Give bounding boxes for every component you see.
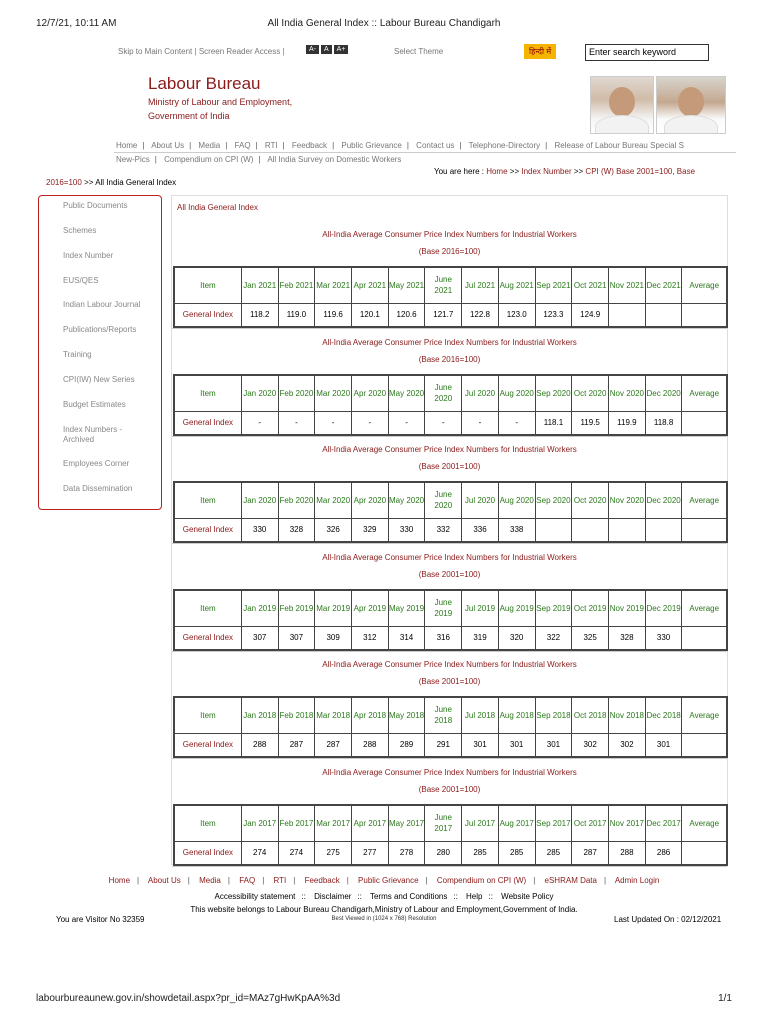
index-value: 121.7 [425,303,462,327]
month-header: Apr 2018 [351,697,388,733]
index-value: 302 [609,733,646,757]
index-value: 289 [388,733,425,757]
breadcrumb-home[interactable]: Home [486,167,508,176]
month-header: May 2020 [388,482,425,518]
average-value [682,841,727,865]
table-row [174,626,727,650]
month-header: Aug 2021 [498,267,535,303]
main-nav-row-1: Home | About Us | Media | FAQ | RTI | Feedback | Public Grievance | Contact us | Telephone-Directory | Release of Labour Bureau Special S [116,141,684,150]
leader-photo-1 [590,76,654,134]
month-header: June 2020 [425,375,462,411]
month-header: Feb 2018 [278,697,315,733]
index-value [645,518,682,542]
month-header: Jul 2018 [462,697,499,733]
table-base: (Base 2001=100) [418,677,481,686]
nav-telephone-directory[interactable]: Telephone-Directory [468,141,541,150]
footer-accessibility[interactable]: Accessibility statement [214,892,296,901]
sidebar-item-employees-corner[interactable]: Employees Corner [63,459,130,468]
sidebar-menu [38,195,162,510]
nav-home[interactable]: Home [116,141,138,150]
table-base: (Base 2016=100) [418,355,481,364]
item-header: Item [174,697,241,733]
index-value: 319 [462,626,499,650]
index-value: 338 [498,518,535,542]
sidebar-item-data-dissemination[interactable]: Data Dissemination [63,484,133,493]
index-value: 285 [498,841,535,865]
average-header: Average [682,267,727,303]
item-header: Item [174,590,241,626]
index-value: 322 [535,626,572,650]
month-header: Sep 2018 [535,697,572,733]
index-value: 328 [609,626,646,650]
month-header: May 2019 [388,590,425,626]
index-value: 285 [462,841,499,865]
month-header: Apr 2021 [351,267,388,303]
index-table [173,589,728,651]
sidebar-item-publications[interactable]: Publications/Reports [63,325,137,334]
footer-compendium[interactable]: Compendium on CPI (W) [436,876,527,885]
index-value: 301 [645,733,682,757]
index-value: - [241,411,278,435]
index-value: 119.0 [278,303,315,327]
month-header: Mar 2017 [315,805,352,841]
index-value: 123.3 [535,303,572,327]
index-value [572,518,609,542]
nav-feedback[interactable]: Feedback [291,141,328,150]
print-header [0,18,768,32]
average-value [682,411,727,435]
month-header: Jul 2020 [462,375,499,411]
index-value: 325 [572,626,609,650]
month-header: Jan 2017 [241,805,278,841]
index-value: 288 [351,733,388,757]
footer-faq[interactable]: FAQ [239,876,256,885]
sidebar-item-schemes[interactable]: Schemes [63,226,97,235]
index-value: 286 [645,841,682,865]
table-base: (Base 2001=100) [418,462,481,471]
index-value: 120.1 [351,303,388,327]
table-row [174,303,727,327]
sidebar-item-cpi-new-series[interactable]: CPI(IW) New Series [63,375,135,384]
footer-eshram-data[interactable]: eSHRAM Data [544,876,597,885]
footer-disclaimer[interactable]: Disclaimer [314,892,352,901]
index-value: 274 [241,841,278,865]
month-header: June 2020 [425,482,462,518]
table-heading: All-India Average Consumer Price Index Numbers for Industrial Workers [322,230,577,239]
breadcrumb-index-number[interactable]: Index Number [521,167,572,176]
month-header: Apr 2020 [351,482,388,518]
month-header: Nov 2019 [609,590,646,626]
sidebar-item-training[interactable]: Training [63,350,92,359]
month-header: Oct 2017 [572,805,609,841]
month-header: Mar 2020 [315,375,352,411]
font-normal-button[interactable]: A [321,45,332,54]
month-header: Aug 2020 [498,375,535,411]
row-label: General Index [174,626,241,650]
month-header: Dec 2018 [645,697,682,733]
block-divider [172,436,727,437]
average-header: Average [682,697,727,733]
month-header: Feb 2020 [278,482,315,518]
month-header: Dec 2020 [645,375,682,411]
month-header: Nov 2020 [609,482,646,518]
index-value [609,518,646,542]
index-value: - [425,411,462,435]
index-table [173,266,728,328]
nav-media[interactable]: Media [198,141,221,150]
nav-contact-us[interactable]: Contact us [416,141,455,150]
month-header: Aug 2020 [498,482,535,518]
month-header: Mar 2018 [315,697,352,733]
row-label: General Index [174,411,241,435]
skip-to-main-link[interactable]: Skip to Main Content [118,47,193,56]
index-value: 119.5 [572,411,609,435]
index-value: - [315,411,352,435]
index-value: 287 [315,733,352,757]
index-value: 287 [572,841,609,865]
skip-links: Skip to Main Content | Screen Reader Access | [118,47,285,56]
month-header: June 2019 [425,590,462,626]
month-header: Dec 2021 [645,267,682,303]
nav-rti[interactable]: RTI [264,141,278,150]
nav-new-pics[interactable]: New-Pics [116,155,150,164]
month-header: Oct 2018 [572,697,609,733]
table-row [174,733,727,757]
footer-media[interactable]: Media [199,876,221,885]
index-value: 307 [241,626,278,650]
block-divider [172,758,727,759]
table-row [174,841,727,865]
sidebar-item-public-documents[interactable]: Public Documents [63,201,128,210]
print-page-number: 1/1 [718,993,732,1004]
month-header: Feb 2021 [278,267,315,303]
index-value: 330 [645,626,682,650]
index-value: 118.8 [645,411,682,435]
month-header: Nov 2017 [609,805,646,841]
index-value: 118.1 [535,411,572,435]
index-value: 285 [535,841,572,865]
index-table [173,804,728,866]
index-value: 326 [315,518,352,542]
month-header: Nov 2018 [609,697,646,733]
month-header: June 2018 [425,697,462,733]
index-value [535,518,572,542]
block-divider [172,651,727,652]
month-header: Oct 2021 [572,267,609,303]
index-value [609,303,646,327]
index-value: 314 [388,626,425,650]
month-header: Apr 2019 [351,590,388,626]
index-value: 119.9 [609,411,646,435]
month-header: Jan 2021 [241,267,278,303]
month-header: Mar 2021 [315,267,352,303]
month-header: Jan 2019 [241,590,278,626]
index-value: 274 [278,841,315,865]
best-viewed-note: Best Viewed in (1024 x 768) Resolution [331,916,437,922]
ministry-line: Ministry of Labour and Employment, [148,97,293,107]
print-title: All India General Index :: Labour Bureau Chandigarh [267,18,501,29]
nav-public-grievance[interactable]: Public Grievance [341,141,402,150]
index-value: - [462,411,499,435]
search-input[interactable]: Enter search keyword [585,44,709,61]
month-header: June 2021 [425,267,462,303]
month-header: Sep 2021 [535,267,572,303]
month-header: May 2017 [388,805,425,841]
hindi-language-button[interactable]: हिन्दी में [524,44,556,59]
index-table [173,374,728,436]
table-heading: All-India Average Consumer Price Index Numbers for Industrial Workers [322,768,577,777]
average-header: Average [682,805,727,841]
footer-about-us[interactable]: About Us [147,876,181,885]
footer-feedback[interactable]: Feedback [304,876,340,885]
index-value: 288 [609,841,646,865]
index-value: 277 [351,841,388,865]
month-header: Sep 2017 [535,805,572,841]
leader-photo-2 [656,76,726,134]
average-value [682,626,727,650]
index-value: - [498,411,535,435]
index-value: 320 [498,626,535,650]
footer-policy-links: Accessibility statement :: Disclaimer :: Terms and Conditions :: Help :: Website Policy [214,892,554,901]
average-value [682,733,727,757]
last-updated: Last Updated On : 02/12/2021 [614,915,722,924]
index-value: 301 [535,733,572,757]
month-header: Sep 2019 [535,590,572,626]
block-divider [172,866,727,867]
month-header: Apr 2017 [351,805,388,841]
month-header: Sep 2020 [535,482,572,518]
index-value: 301 [462,733,499,757]
index-value: 328 [278,518,315,542]
block-divider [172,543,727,544]
average-header: Average [682,590,727,626]
nav-domestic-workers-survey[interactable]: All India Survey on Domestic Workers [267,155,402,164]
month-header: Jan 2018 [241,697,278,733]
index-value: 302 [572,733,609,757]
index-value: 122.8 [462,303,499,327]
month-header: Nov 2020 [609,375,646,411]
month-header: Jan 2020 [241,482,278,518]
index-value [645,303,682,327]
nav-about-us[interactable]: About Us [151,141,185,150]
table-row [174,411,727,435]
index-value: 275 [315,841,352,865]
content-title: All India General Index [177,203,258,212]
index-value: 120.6 [388,303,425,327]
print-url: labourbureaunew.gov.in/showdetail.aspx?pr_id=MAz7gHwKpAA%3d [36,993,341,1004]
index-value: - [278,411,315,435]
main-content [171,195,728,865]
index-value: 280 [425,841,462,865]
month-header: Feb 2019 [278,590,315,626]
item-header: Item [174,375,241,411]
footer-rti[interactable]: RTI [273,876,287,885]
nav-release-special[interactable]: Release of Labour Bureau Special S [554,141,684,150]
site-title[interactable]: Labour Bureau [148,74,261,93]
month-header: Aug 2019 [498,590,535,626]
index-value: - [351,411,388,435]
main-nav-row-2: New-Pics | Compendium on CPI (W) | All India Survey on Domestic Workers [116,155,402,164]
breadcrumb-base-2016[interactable]: 2016=100 [46,178,82,187]
footer-owner: This website belongs to Labour Bureau Chandigarh,Ministry of Labour and Employment,Government of India. [190,905,578,914]
month-header: May 2020 [388,375,425,411]
month-header: Apr 2020 [351,375,388,411]
item-header: Item [174,267,241,303]
average-header: Average [682,375,727,411]
font-increase-button[interactable]: A+ [334,45,349,54]
footer-help[interactable]: Help [466,892,483,901]
government-line: Government of India [148,111,230,121]
index-value: 336 [462,518,499,542]
sidebar-item-indian-labour-journal[interactable]: Indian Labour Journal [63,300,141,309]
month-header: May 2021 [388,267,425,303]
breadcrumb: You are here : Home >> Index Number >> CPI (W) Base 2001=100, Base [434,167,696,176]
item-header: Item [174,482,241,518]
index-value: 119.6 [315,303,352,327]
nav-compendium[interactable]: Compendium on CPI (W) [164,155,254,164]
sidebar-item-eus-qes[interactable]: EUS/QES [63,276,99,285]
nav-faq[interactable]: FAQ [234,141,251,150]
month-header: June 2017 [425,805,462,841]
table-base: (Base 2016=100) [418,247,481,256]
footer-home[interactable]: Home [108,876,131,885]
site-brand [148,74,292,122]
month-header: Oct 2019 [572,590,609,626]
index-value: - [388,411,425,435]
table-base: (Base 2001=100) [418,785,481,794]
month-header: May 2018 [388,697,425,733]
nav-divider [114,152,736,153]
month-header: Jul 2021 [462,267,499,303]
row-label: General Index [174,841,241,865]
average-value [682,303,727,327]
row-label: General Index [174,518,241,542]
table-heading: All-India Average Consumer Price Index Numbers for Industrial Workers [322,338,577,347]
index-value: 312 [351,626,388,650]
block-divider [172,328,727,329]
index-value: 329 [351,518,388,542]
footer-nav: Home | About Us | Media | FAQ | RTI | Feedback | Public Grievance | Compendium on CPI (W) | eSHRAM Data | Admin Login [108,876,660,885]
index-value: 278 [388,841,425,865]
footer-public-grievance[interactable]: Public Grievance [358,876,419,885]
month-header: Jul 2017 [462,805,499,841]
table-row [174,518,727,542]
month-header: Feb 2020 [278,375,315,411]
month-header: Oct 2020 [572,482,609,518]
month-header: Nov 2021 [609,267,646,303]
table-heading: All-India Average Consumer Price Index Numbers for Industrial Workers [322,553,577,562]
index-value: 123.0 [498,303,535,327]
index-value: 309 [315,626,352,650]
breadcrumb-line-2: 2016=100 >> All India General Index [46,178,177,187]
index-table [173,481,728,543]
row-label: General Index [174,303,241,327]
footer-admin-login[interactable]: Admin Login [614,876,660,885]
utility-bar [0,44,768,62]
breadcrumb-prefix: You are here : [434,167,484,176]
index-value: 332 [425,518,462,542]
sidebar-item-budget-estimates[interactable]: Budget Estimates [63,400,126,409]
month-header: Feb 2017 [278,805,315,841]
index-value: 330 [388,518,425,542]
table-heading: All-India Average Consumer Price Index Numbers for Industrial Workers [322,660,577,669]
month-header: Sep 2020 [535,375,572,411]
sidebar-item-index-number[interactable]: Index Number [63,251,114,260]
month-header: Dec 2020 [645,482,682,518]
average-header: Average [682,482,727,518]
index-table [173,696,728,758]
index-value: 288 [241,733,278,757]
index-value: 287 [278,733,315,757]
month-header: Dec 2017 [645,805,682,841]
table-heading: All-India Average Consumer Price Index Numbers for Industrial Workers [322,445,577,454]
month-header: Dec 2019 [645,590,682,626]
select-theme-link[interactable]: Select Theme [394,47,444,56]
average-value [682,518,727,542]
index-value: 291 [425,733,462,757]
visitor-count: You are Visitor No 32359 [56,915,145,924]
month-header: Mar 2020 [315,482,352,518]
index-value: 307 [278,626,315,650]
month-header: Aug 2018 [498,697,535,733]
index-value: 316 [425,626,462,650]
month-header: Mar 2019 [315,590,352,626]
month-header: Jul 2020 [462,482,499,518]
font-decrease-button[interactable]: A- [306,45,319,54]
index-value: 124.9 [572,303,609,327]
index-value: 301 [498,733,535,757]
sidebar-item-index-archived[interactable]: Index Numbers - Archived [63,425,123,444]
month-header: Jan 2020 [241,375,278,411]
breadcrumb-cpi-base[interactable]: CPI (W) Base 2001=100, Base [585,167,696,176]
row-label: General Index [174,733,241,757]
month-header: Jul 2019 [462,590,499,626]
table-base: (Base 2001=100) [418,570,481,579]
font-size-controls [306,45,348,54]
breadcrumb-current: All India General Index [95,178,177,187]
index-value: 118.2 [241,303,278,327]
footer-terms[interactable]: Terms and Conditions [369,892,448,901]
item-header: Item [174,805,241,841]
index-value: 330 [241,518,278,542]
footer-website-policy[interactable]: Website Policy [501,892,554,901]
screen-reader-link[interactable]: Screen Reader Access [198,47,281,56]
month-header: Aug 2017 [498,805,535,841]
print-datetime: 12/7/21, 10:11 AM [36,18,117,29]
month-header: Oct 2020 [572,375,609,411]
